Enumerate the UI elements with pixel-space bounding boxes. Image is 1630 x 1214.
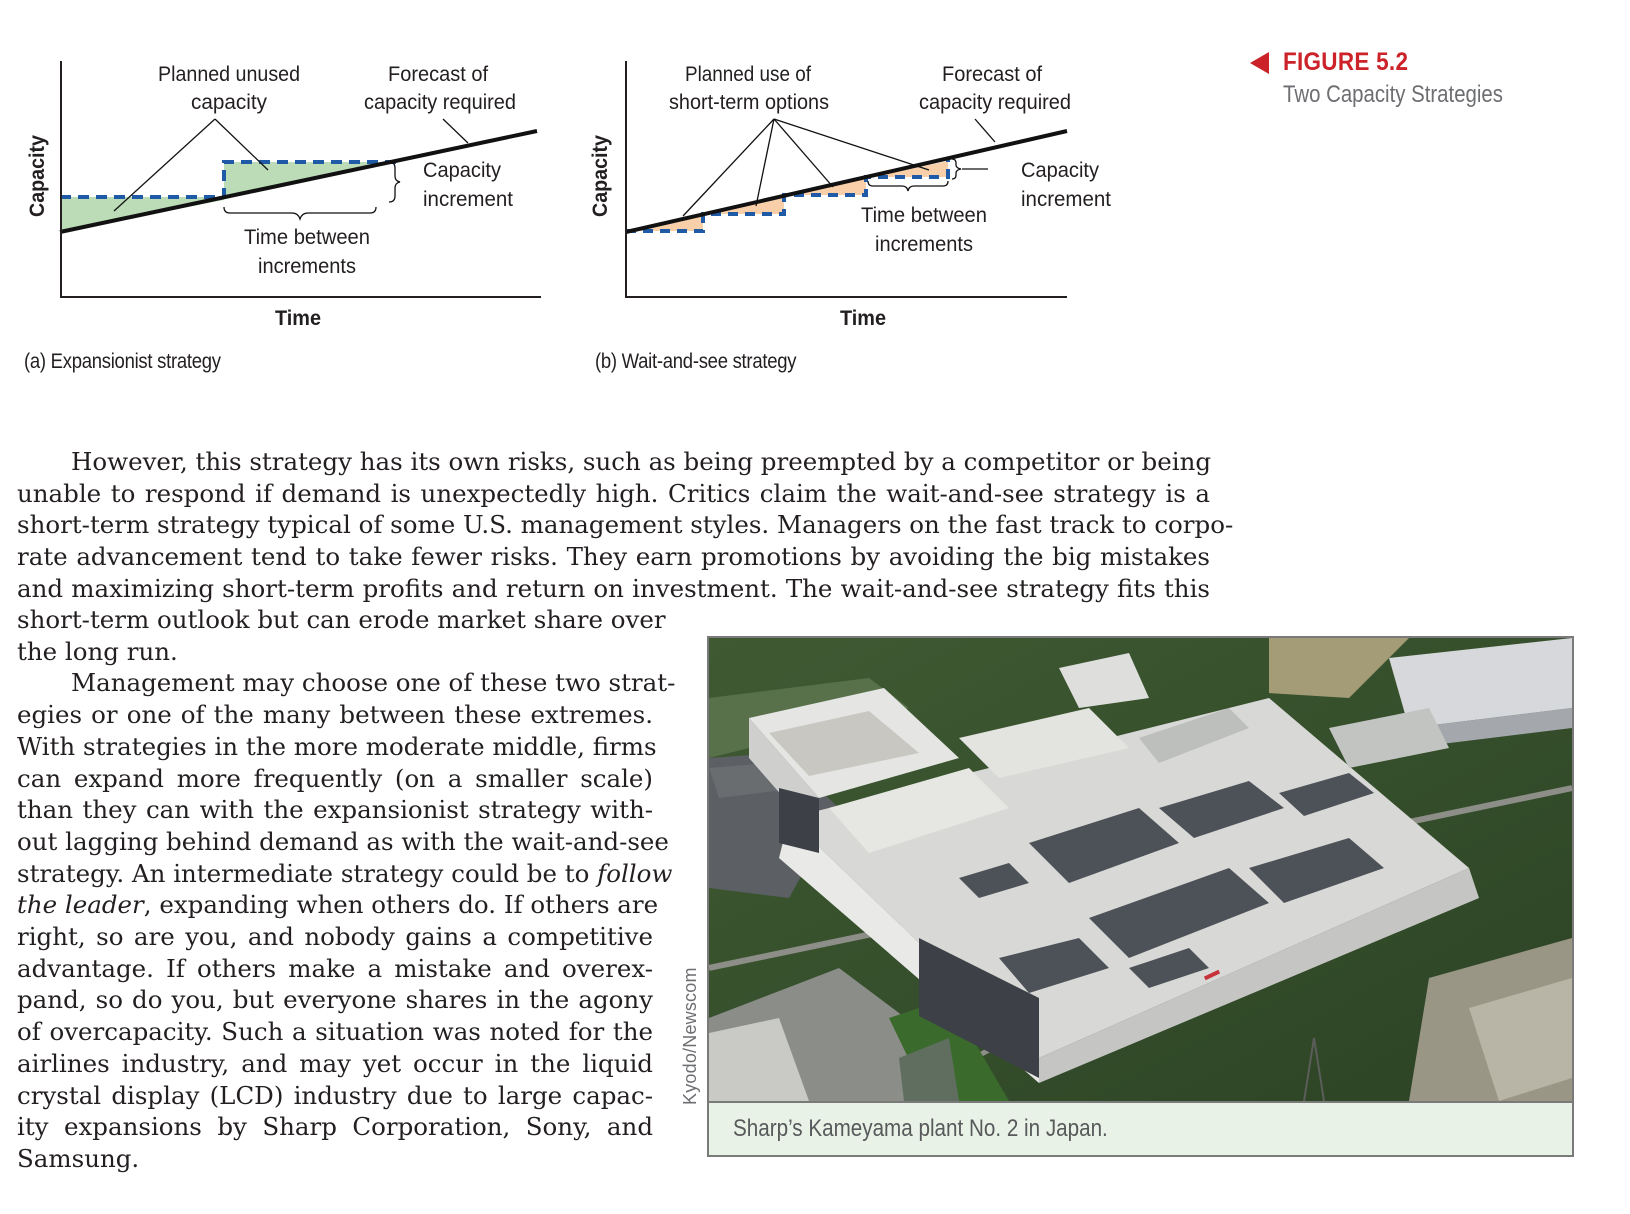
- forecast-line: [626, 131, 1067, 232]
- photo-figure: [707, 636, 1574, 1157]
- text-line: right, so are you, and nobody gains a competitive: [17, 922, 653, 952]
- text-line: With strategies in the more moderate middle, firms: [17, 731, 657, 761]
- photo-caption: Sharp’s Kameyama plant No. 2 in Japan.: [733, 1115, 1108, 1142]
- figure-label: [1283, 48, 1542, 109]
- photo-caption-bar: [709, 1101, 1572, 1157]
- text-line: advantage. If others make a mistake and overex-: [17, 953, 653, 983]
- text-line: Samsung.: [17, 1143, 140, 1173]
- factory-aerial-photo: [709, 638, 1572, 1101]
- figure-title: Two Capacity Strategies: [1283, 81, 1503, 108]
- text-line: the long run.: [17, 636, 178, 666]
- figure-pointer-icon: [1250, 52, 1269, 74]
- text-line: rate advancement tend to take fewer risks. They earn promotions by avoiding the big mistakes: [17, 542, 1210, 572]
- label-time-between-1: Time between: [244, 226, 370, 249]
- text-run: strategy. An intermediate strategy could be to: [17, 858, 598, 888]
- italic-term: the leader: [17, 890, 144, 920]
- text-line: Management may choose one of these two strat-: [71, 668, 676, 698]
- label-planned-use-1: Planned use of: [685, 63, 812, 86]
- text-line: short-term outlook but can erode market share over: [17, 605, 666, 634]
- text-line: pand, so do you, but everyone shares in the agony: [17, 985, 653, 1015]
- label-forecast-1: Forecast of: [942, 63, 1043, 86]
- x-axis-label: Time: [840, 307, 886, 330]
- text-line: and maximizing short-term profits and return on investment. The wait-and-see strategy fits this: [17, 573, 1210, 603]
- figure-5-2-diagram: [0, 40, 1150, 380]
- panel-b-wait-and-see: [589, 61, 1111, 330]
- label-time-between-2: increments: [875, 233, 973, 256]
- label-forecast-2: capacity required: [364, 91, 516, 114]
- capacity-increment-brace: [952, 159, 961, 179]
- label-capacity-increment-1: Capacity: [1021, 159, 1100, 182]
- photo-credit: Kyodo/Newscom: [680, 967, 700, 1105]
- capacity-increment-brace: [389, 162, 400, 202]
- text-line: [17, 889, 659, 921]
- paragraph-column: [17, 604, 676, 1175]
- text-line: unable to respond if demand is unexpectedly high. Critics claim the wait-and-see strategy is a: [17, 478, 1210, 508]
- text-line: short-term strategy typical of some U.S. management styles. Managers on the fast track to corpo-: [17, 510, 1234, 540]
- text-line: crystal display (LCD) industry due to large capac-: [17, 1080, 653, 1110]
- italic-term: follow: [597, 858, 673, 888]
- panel-a-expansionist: [26, 61, 541, 330]
- panel-b-caption: (b) Wait-and-see strategy: [595, 350, 797, 373]
- text-line: can expand more frequently (on a smaller scale): [17, 763, 653, 793]
- label-planned-unused-2: capacity: [191, 91, 268, 114]
- label-forecast-1: Forecast of: [388, 63, 489, 86]
- figure-number: FIGURE 5.2: [1283, 48, 1409, 76]
- panel-a-caption: (a) Expansionist strategy: [24, 350, 221, 373]
- text-line: However, this strategy has its own risks, such as being preempted by a competitor or being: [71, 447, 1212, 476]
- text-line: egies or one of the many between these extremes.: [17, 700, 653, 730]
- text-line: out lagging behind demand as with the wait-and-see: [17, 826, 669, 856]
- y-axis-label: Capacity: [26, 129, 49, 217]
- label-planned-unused-1: Planned unused: [158, 63, 300, 86]
- text-line: than they can with the expansionist strategy with-: [17, 795, 653, 825]
- text-line: of overcapacity. Such a situation was noted for the: [17, 1017, 653, 1047]
- y-axis-label: Capacity: [589, 129, 612, 217]
- text-line: [17, 858, 673, 890]
- text-run: , expanding when others do. If others are: [143, 890, 659, 920]
- label-forecast-2: capacity required: [919, 91, 1071, 114]
- x-axis-label: Time: [275, 307, 321, 330]
- text-line: airlines industry, and may yet occur in the liquid: [17, 1048, 653, 1078]
- label-capacity-increment-1: Capacity: [423, 159, 502, 182]
- label-time-between-1: Time between: [861, 204, 987, 227]
- time-between-brace: [868, 181, 948, 191]
- label-planned-use-2: short-term options: [669, 91, 829, 114]
- label-capacity-increment-2: increment: [423, 188, 514, 211]
- label-time-between-2: increments: [258, 255, 356, 278]
- paragraph-1: [17, 446, 1234, 605]
- text-line: ity expansions by Sharp Corporation, Sony, and: [17, 1112, 653, 1142]
- time-between-brace: [224, 207, 376, 219]
- label-capacity-increment-2: increment: [1021, 188, 1112, 211]
